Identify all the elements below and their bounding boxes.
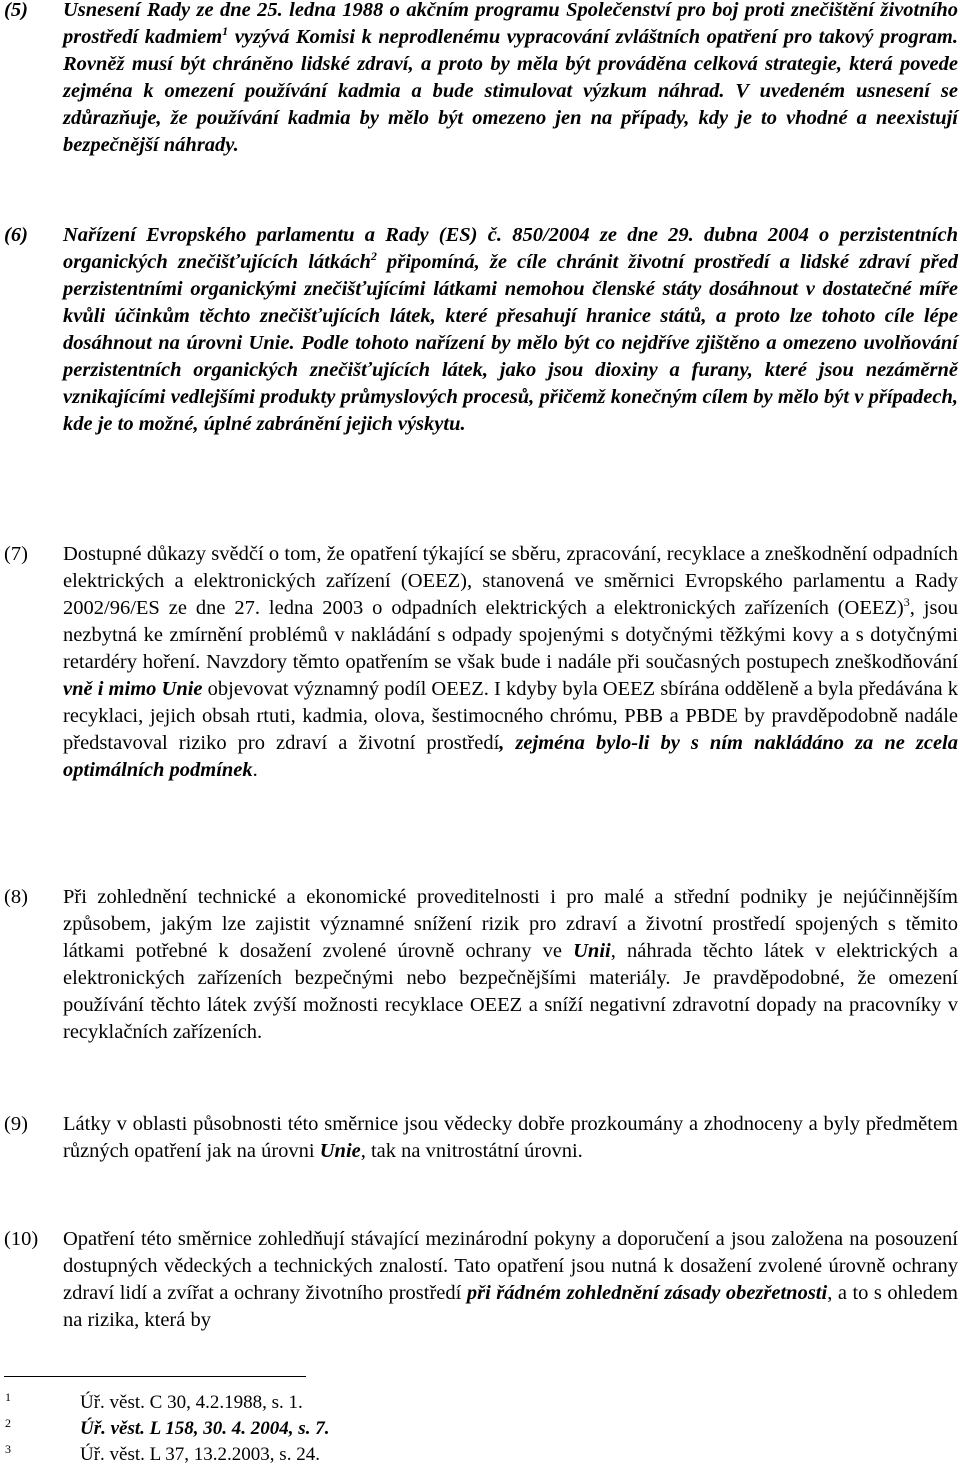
footnote-ref: 2 — [370, 249, 377, 264]
recital-text: Dostupné důkazy svědčí o tom, že opatření týkající se sběru, zpracování, recyklace a zneškodnění odpadních elektrických a elektronických zařízení (OEEZ), stanovená ve směrnici Evropského parlamentu a Rady 2002/96/ES ze dne 27. ledna 2003 o odpadních elektrických a elektronických zařízeních (OEEZ)$^3$, jsou nezbytná ke zmírnění problémů v nakládání s odpady spojenými s dotyčnými těžkými kovy a s dotyčnými retardéry hoření. Navzdory těmto opatřením se však bude i nadále při současných postupech zneškodňování vně i mimo Unie objevovat významný podíl OEEZ. I kdyby byla OEEZ sbírána odděleně a byla předávána k recyklaci, jejich obsah rtuti, kadmia, olova, šestimocného chrómu, PBB a PBDE by pravděpodobně nadále představoval riziko pro zdraví a životní prostředí, zejména bylo-li by s ním nakládáno za ne zcela optimálních podmínek. — [63, 543, 958, 781]
recital-number: (7) — [4, 543, 28, 565]
recital-6 — [0, 222, 958, 438]
recital-9 — [0, 1111, 958, 1165]
recital-number: (5) — [4, 0, 28, 21]
footnote-separator — [4, 1376, 306, 1377]
recital-number: (6) — [4, 224, 28, 246]
footnote-text: Úř. věst. C 30, 4.2.1988, s. 1. — [80, 1392, 303, 1413]
recital-text: Opatření této směrnice zohledňují stávající mezinárodní pokyny a doporučení a jsou založena na posouzení dostupných vědeckých a technických znalostí. Tato opatření jsou nutná k dosažení zvolené úrovně ochrany zdraví lidí a zvířat a ochrany životního prostředí při řádném zohlednění zásady obezřetnosti, a to s ohledem na rizika, která by — [63, 1228, 958, 1331]
footnote-text: Úř. věst. L 37, 13.2.2003, s. 24. — [80, 1444, 320, 1465]
footnote-number: 2 — [5, 1416, 11, 1430]
footnote-3 — [0, 1444, 600, 1466]
recital-number: (9) — [4, 1113, 28, 1135]
recital-8 — [0, 884, 958, 1046]
recital-7 — [0, 541, 958, 784]
recital-number: (8) — [4, 886, 28, 908]
recital-number: (10) — [4, 1228, 39, 1250]
recital-text: Při zohlednění technické a ekonomické proveditelnosti i pro malé a střední podniky je nejúčinnějším způsobem, jakým lze zajistit významné snížení rizik pro zdraví a životní prostředí spojených s těmito látkami potřebné k dosažení zvolené úrovně ochrany ve Unii, náhrada těchto látek v elektrických a elektronických zařízeních bezpečnými nebo bezpečnějšími materiály. Je pravděpodobné, že omezení používání těchto látek zvýší možnosti recyklace OEEZ a sníží negativní zdravotní dopady na pracovníky v recyklačních zařízeních. — [63, 886, 958, 1043]
footnote-ref: 3 — [903, 595, 910, 610]
footnote-2 — [0, 1418, 600, 1440]
recital-text: Látky v oblasti působnosti této směrnice jsou vědecky dobře prozkoumány a zhodnoceny a byly předmětem různých opatření jak na úrovni Unie, tak na vnitrostátní úrovni. — [63, 1113, 958, 1162]
footnote-ref: 1 — [222, 24, 229, 39]
footnote-number: 1 — [5, 1390, 11, 1404]
footnote-text: Úř. věst. L 158, 30. 4. 2004, s. 7. — [80, 1418, 330, 1439]
recital-5 — [0, 0, 958, 159]
footnote-number: 3 — [5, 1442, 11, 1456]
recital-text: Usnesení Rady ze dne 25. ledna 1988 o akčním programu Společenství pro boj proti znečištění životního prostředí kadmiem$^1$ vyzývá Komisi k neprodlenému vypracování zvláštních opatření pro takový program. Rovněž musí být chráněno lidské zdraví, a proto by měla být prováděna celková strategie, která povede zejména k omezení používání kadmia a bude stimulovat výzkum náhrad. V uvedeném usnesení se zdůrazňuje, že používání kadmia by mělo být omezeno jen na případy, kdy je to vhodné a neexistují bezpečnější náhrady. — [63, 0, 959, 156]
recital-10 — [0, 1226, 958, 1334]
recital-text: Nařízení Evropského parlamentu a Rady (ES) č. 850/2004 ze dne 29. dubna 2004 o perzistentních organických znečišťujících látkách$^2$ připomíná, že cíle chránit životní prostředí a lidské zdraví před perzistentními organickými znečišťujícími látkami nemohou členské státy dosáhnout v dostatečné míře kvůli účinkům těchto znečišťujících látek, které přesahují hranice států, a proto lze tohoto cíle lépe dosáhnout na úrovni Unie. Podle tohoto nařízení by mělo být co nejdříve zjištěno a omezeno uvolňování perzistentních organických znečišťujících látek, jako jsou dioxiny a furany, které jsou nezáměrně vznikajícími vedlejšími produkty průmyslových procesů, přičemž konečným cílem by mělo být v případech, kde je to možné, úplné zabránění jejich výskytu. — [63, 224, 958, 435]
footnote-1 — [0, 1392, 600, 1414]
